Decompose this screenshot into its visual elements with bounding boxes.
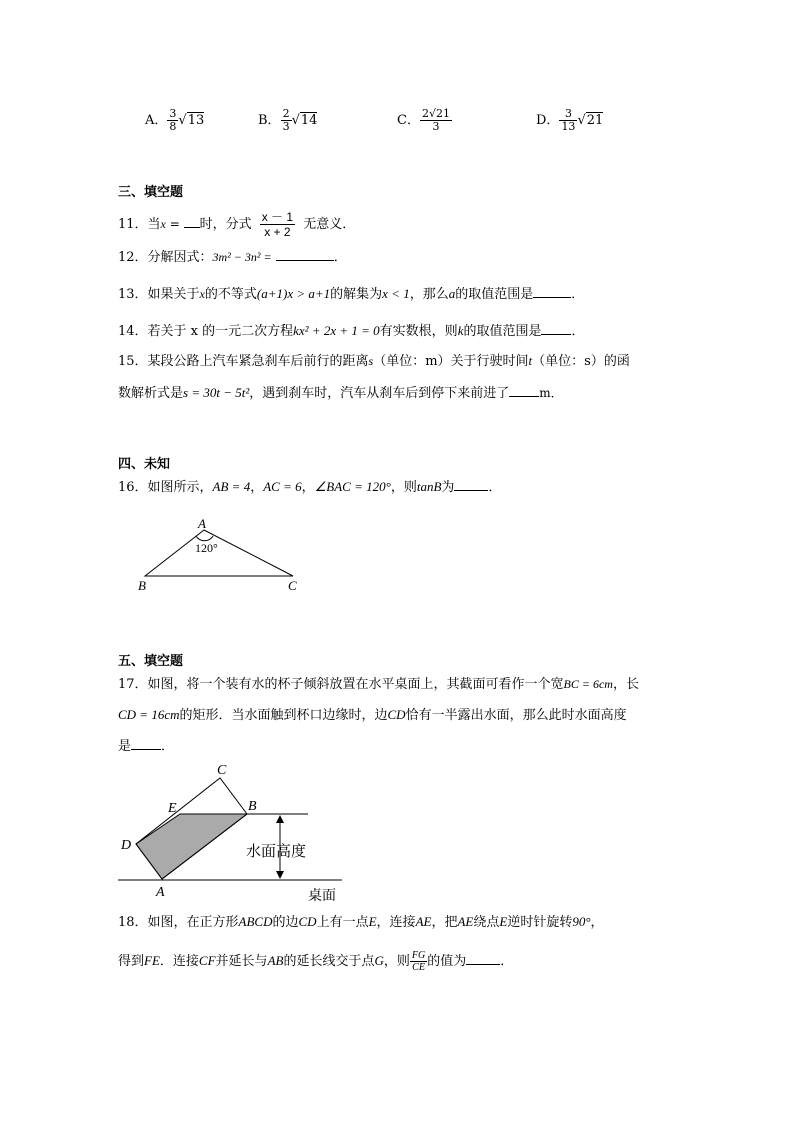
text: 11．当 xyxy=(118,217,161,232)
text: 得到 xyxy=(118,954,145,969)
fraction xyxy=(260,210,295,239)
math-var: t xyxy=(528,353,533,368)
fraction-numerator: 2 xyxy=(282,107,290,120)
fraction-denominator: 8 xyxy=(169,120,177,133)
fraction-numerator: 3 xyxy=(559,108,577,121)
water-region xyxy=(136,814,247,879)
triangle-figure xyxy=(130,512,310,596)
math-var: CD xyxy=(387,707,406,722)
text: 的取值范围是 xyxy=(463,324,542,339)
question-15-line-2 xyxy=(118,384,563,403)
choice-d: D． $\frac{3}{13}$ √21 xyxy=(536,107,604,133)
math-var: AB xyxy=(267,953,284,968)
text: 的值为 xyxy=(427,954,467,969)
text: 数解析式是 xyxy=(118,386,184,401)
text: 的边 xyxy=(272,915,299,930)
math-expr: AC = 6 xyxy=(263,479,302,494)
fraction-numerator: FG xyxy=(411,950,426,961)
vertex-label-e: E xyxy=(168,801,177,816)
text: ，长 xyxy=(612,677,639,692)
vertex-label-b: B xyxy=(138,578,146,593)
math-expr: (a+1)x > a+1 xyxy=(256,286,331,301)
text: 18．如图，在正方形 xyxy=(118,915,239,930)
choice-label: D． xyxy=(536,113,560,128)
choice-label: B． xyxy=(258,113,281,128)
text: 16．如图所示， xyxy=(118,480,213,495)
fraction xyxy=(559,108,577,133)
text: ． xyxy=(571,287,585,302)
text: ， xyxy=(590,915,604,930)
text: 17．如图，将一个装有水的杯子倾斜放置在水平桌面上，其截面可看作一个宽 xyxy=(118,677,564,692)
section-heading-5: 五、填空题 xyxy=(118,654,184,669)
radicand: 14 xyxy=(300,113,318,128)
math-var: a xyxy=(448,286,456,301)
math-var: AE xyxy=(415,914,432,929)
cup-figure xyxy=(110,760,360,906)
vertex-label-a: A xyxy=(198,516,206,531)
text: ，则 xyxy=(390,480,417,495)
math-expr: s = 30t − 5t² xyxy=(183,385,250,400)
math-expr: 90° xyxy=(572,914,591,929)
fraction-numerator: 3 xyxy=(169,107,177,120)
math-var: E xyxy=(368,914,377,929)
math-expr: tanB xyxy=(416,479,442,494)
fraction-denominator: 3 xyxy=(432,120,440,133)
fraction-numerator: x － 1 xyxy=(261,210,294,224)
math-expr: CD = 16cm xyxy=(118,707,180,722)
text: ，那么 xyxy=(409,287,449,302)
fraction-denominator: CE xyxy=(412,962,425,973)
radicand: 13 xyxy=(187,113,205,128)
math-var: k xyxy=(457,323,464,338)
text: 绕点 xyxy=(473,915,500,930)
text: ， xyxy=(301,480,315,495)
text: 是 xyxy=(118,739,132,754)
math-var: ABCD xyxy=(238,914,273,929)
radicand: 21 xyxy=(586,113,604,128)
fraction-denominator: 3 xyxy=(282,120,290,133)
text: 上有一点 xyxy=(316,915,369,930)
choice-label: A． xyxy=(145,113,168,128)
text: ． xyxy=(500,954,514,969)
text: 并延长与 xyxy=(215,954,268,969)
math-expr: x < 1 xyxy=(382,286,410,301)
math-var: G xyxy=(374,953,384,968)
text: 的不等式 xyxy=(204,287,257,302)
vertex-label-b: B xyxy=(248,799,257,814)
question-12 xyxy=(118,248,347,267)
text: ． xyxy=(571,324,585,339)
text: 13．如果关于 xyxy=(118,287,200,302)
question-14 xyxy=(118,322,585,341)
text: m． xyxy=(539,386,563,400)
question-17-line-2 xyxy=(118,706,627,725)
answer-blank[interactable] xyxy=(454,478,488,491)
text: ， xyxy=(250,480,264,495)
section-heading-4: 四、未知 xyxy=(118,457,171,472)
text: 为 xyxy=(441,480,455,495)
math-var: E xyxy=(499,914,508,929)
angle-label: 120° xyxy=(195,541,218,555)
math-var: x xyxy=(199,287,205,301)
question-13 xyxy=(118,285,584,304)
table-label: 桌面 xyxy=(308,888,336,904)
text: ．连接 xyxy=(159,954,199,969)
choice-b: B． $\frac{2}{3}$ √14 xyxy=(258,107,318,133)
math-var: s xyxy=(368,354,374,368)
math-var: x xyxy=(160,217,166,231)
fraction-denominator: x + 2 xyxy=(264,225,291,239)
math-var: CD xyxy=(298,914,317,929)
choice-a: A． $\frac{3}{8}$ √13 xyxy=(145,107,205,133)
text: 的延长线交于点 xyxy=(283,954,375,969)
water-height-label: 水面高度 xyxy=(246,842,307,860)
question-17-line-1 xyxy=(118,675,639,694)
text: = xyxy=(165,217,184,231)
math-var: AE xyxy=(457,914,474,929)
text: ． xyxy=(333,250,347,265)
vertex-label-c: C xyxy=(217,763,227,778)
text: 逆时针旋转 xyxy=(507,915,573,930)
fraction xyxy=(281,108,292,133)
answer-blank[interactable] xyxy=(533,285,571,298)
question-15-line-1 xyxy=(118,352,630,371)
text: ． xyxy=(161,739,175,754)
text: 的取值范围是 xyxy=(455,287,534,302)
math-var: FE xyxy=(144,953,160,968)
answer-blank[interactable] xyxy=(276,248,334,261)
text: 无意义． xyxy=(303,217,356,232)
question-18-line-1 xyxy=(118,913,604,932)
height-arrow-up-head xyxy=(276,815,284,823)
fraction xyxy=(167,108,178,133)
math-expr: ∠BAC = 120° xyxy=(314,479,391,494)
question-17-line-3 xyxy=(118,737,174,756)
text: ，连接 xyxy=(376,915,416,930)
text: ． xyxy=(488,480,502,495)
vertex-label-c: C xyxy=(288,578,297,593)
choice-c xyxy=(397,108,452,133)
answer-blank[interactable] xyxy=(509,384,539,397)
question-11 xyxy=(118,210,355,239)
text: ，遇到刹车时，汽车从刹车后到停下来前进了 xyxy=(249,386,510,401)
text: 的解集为 xyxy=(330,287,383,302)
answer-blank[interactable] xyxy=(466,952,500,965)
math-expr: AB = 4 xyxy=(212,479,251,494)
vertex-label-d: D xyxy=(121,838,132,853)
fraction xyxy=(420,108,452,133)
fraction-denominator: 13 xyxy=(561,120,576,133)
answer-blank[interactable] xyxy=(541,322,571,335)
math-expr: BC = 6cm xyxy=(563,677,613,691)
text: 恰有一半露出水面，那么此时水面高度 xyxy=(405,708,627,723)
choice-label: C． xyxy=(397,113,420,128)
question-16 xyxy=(118,478,501,497)
answer-blank[interactable] xyxy=(184,215,200,228)
text: 的矩形．当水面触到杯口边缘时，边 xyxy=(179,708,388,723)
triangle-abc xyxy=(145,530,293,576)
question-18-line-2 xyxy=(118,950,513,973)
math-expr: kx² + 2x + 1 = 0 xyxy=(293,323,380,338)
text: （单位：s）的函 xyxy=(532,354,630,369)
text: 时，分式 xyxy=(199,217,252,232)
math-expr: 3m² − 3n² = xyxy=(212,250,272,264)
text: 15．某段公路上汽车紧急刹车后前行的距离 xyxy=(118,354,369,369)
text: ，则 xyxy=(383,954,410,969)
math-var: CF xyxy=(198,953,216,968)
vertex-label-a: A xyxy=(156,885,165,900)
height-arrow-down-head xyxy=(276,871,284,879)
text: 有实数根，则 xyxy=(379,324,458,339)
text: （单位：m）关于行驶时间 xyxy=(373,354,529,369)
section-heading-3: 三、填空题 xyxy=(118,185,184,200)
answer-blank[interactable] xyxy=(131,737,161,750)
text: ，把 xyxy=(431,915,458,930)
text: 14．若关于 x 的一元二次方程 xyxy=(118,324,294,339)
fraction xyxy=(410,950,427,973)
text: 12．分解因式： xyxy=(118,250,213,265)
fraction-numerator: 2√21 xyxy=(421,107,450,120)
